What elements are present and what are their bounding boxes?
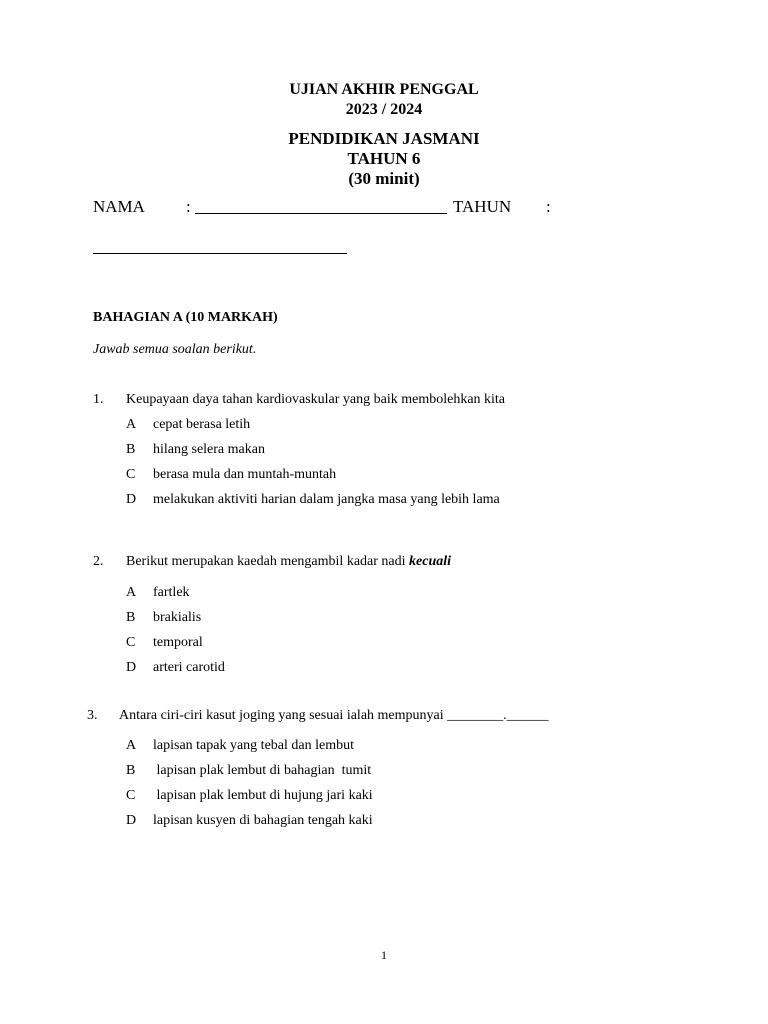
question-text: Antara ciri-ciri kasut joging yang sesuai ialah mempunyai xyxy=(119,708,444,723)
section-instruction: Jawab semua soalan berikut. xyxy=(93,342,257,357)
option-text: berasa mula dan muntah-muntah xyxy=(153,467,337,482)
option-letter: C xyxy=(126,788,136,803)
tahun-label: TAHUN xyxy=(453,197,512,216)
option-letter: A xyxy=(126,738,137,753)
option-letter: B xyxy=(126,610,136,625)
option-text: arteri carotid xyxy=(153,660,225,675)
answer-blank[interactable]: ________.______ xyxy=(447,708,549,723)
page-number: 1 xyxy=(381,948,387,962)
option-text: brakialis xyxy=(153,610,202,625)
option-letter: D xyxy=(126,492,137,507)
option-letter: D xyxy=(126,813,137,828)
exam-year: 2023 / 2024 xyxy=(345,101,423,118)
option-text: fartlek xyxy=(153,585,190,600)
question-number: 1. xyxy=(93,392,104,407)
option-text: melakukan aktiviti harian dalam jangka masa yang lebih lama xyxy=(153,492,500,507)
option-letter: C xyxy=(126,467,136,482)
option-text: cepat berasa letih xyxy=(153,417,251,432)
option-text: lapisan plak lembut di bahagian tumit xyxy=(153,763,372,778)
option-letter: A xyxy=(126,417,137,432)
option-text: temporal xyxy=(153,635,203,650)
question-emphasis: kecuali xyxy=(409,554,452,569)
option-letter: B xyxy=(126,763,136,778)
nama-label: NAMA xyxy=(93,197,145,216)
option-letter: B xyxy=(126,442,136,457)
question-text-line xyxy=(119,707,549,725)
option-text: lapisan tapak yang tebal dan lembut xyxy=(153,738,354,753)
option-text: hilang selera makan xyxy=(153,442,265,457)
option-text: lapisan plak lembut di hujung jari kaki xyxy=(153,788,373,803)
section-title: BAHAGIAN A (10 MARKAH) xyxy=(93,310,278,325)
question-number: 3. xyxy=(87,708,98,723)
option-letter: A xyxy=(126,585,137,600)
question-text: Berikut merupakan kaedah mengambil kadar nadi xyxy=(126,554,406,569)
option-letter: D xyxy=(126,660,137,675)
question-text-line xyxy=(126,553,451,571)
tahun-colon: : xyxy=(546,197,551,216)
option-text: lapisan kusyen di bahagian tengah kaki xyxy=(153,813,373,828)
subject-title: PENDIDIKAN JASMANI xyxy=(288,129,480,148)
question-number: 2. xyxy=(93,554,104,569)
question-text: Keupayaan daya tahan kardiovaskular yang baik membolehkan kita xyxy=(126,392,506,407)
grade-level: TAHUN 6 xyxy=(347,149,421,168)
nama-colon: : xyxy=(186,197,191,216)
exam-duration: (30 minit) xyxy=(348,169,420,188)
nama-field[interactable] xyxy=(195,213,447,214)
option-letter: C xyxy=(126,635,136,650)
tahun-field[interactable] xyxy=(93,253,347,254)
exam-title: UJIAN AKHIR PENGGAL xyxy=(289,81,479,98)
